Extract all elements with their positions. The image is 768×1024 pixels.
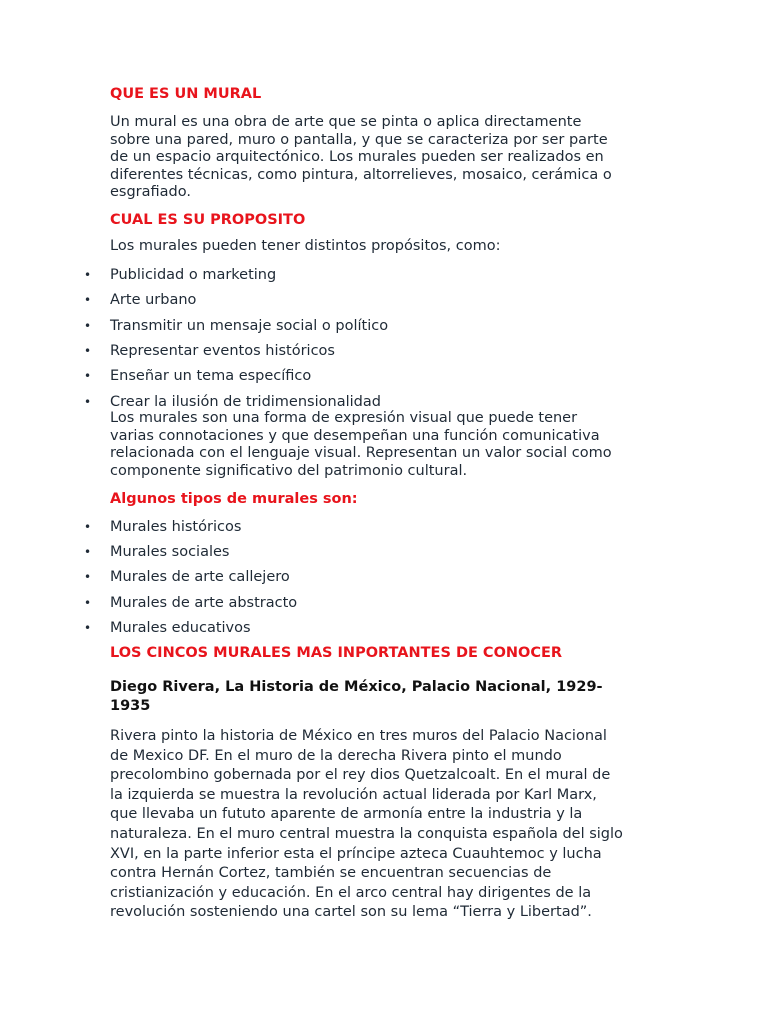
paragraph-que-es (110, 114, 670, 202)
bullet-icon: • (84, 520, 92, 534)
paragraph-line: Los murales pueden tener distintos propósitos, como: (110, 238, 501, 254)
heading-tipos-de-murales: Algunos tipos de murales son: (110, 491, 358, 507)
paragraph-line: precolombino gobernada por el rey dios Quetzalcoalt. En el mural de (110, 767, 611, 784)
paragraph-line: cristianización y educación. En el arco central hay dirigentes de la (110, 884, 592, 901)
bullet-icon: • (84, 621, 92, 635)
paragraph-line: esgrafiado. (110, 184, 191, 200)
list-item (0, 342, 700, 360)
bullet-icon: • (84, 596, 92, 610)
subheading-line: Diego Rivera, La Historia de México, Palacio Nacional, 1929- (110, 679, 603, 695)
list-item-text: Murales sociales (110, 544, 230, 560)
paragraph-line: Rivera pinto la historia de México en tres muros del Palacio Nacional (110, 728, 607, 744)
paragraph-line: la izquierda se muestra la revolución actual liderada por Karl Marx, (110, 786, 597, 803)
list-item (0, 367, 700, 385)
paragraph-line: revolución sosteniendo una cartel son su lema “Tierra y Libertad”. (110, 904, 592, 921)
list-item (0, 291, 700, 309)
paragraph-line: varias connotaciones y que desempeñan una función comunicativa (110, 427, 600, 444)
heading-que-es-un-mural: QUE ES UN MURAL (110, 86, 262, 102)
paragraph-proposito-after (110, 410, 670, 480)
paragraph-line: naturaleza. En el muro central muestra la conquista española del siglo (110, 825, 623, 842)
list-item-text: Murales históricos (110, 519, 242, 535)
paragraph-line: XVI, en la parte inferior esta el príncipe azteca Cuauhtemoc y lucha (110, 845, 602, 862)
paragraph-line: componente significativo del patrimonio cultural. (110, 462, 468, 479)
paragraph-line: que llevaba un fututo aparente de armonía entre la industria y la (110, 806, 583, 823)
list-item-text: Arte urbano (110, 292, 197, 308)
paragraph-line: Los murales son una forma de expresión visual que puede tener (110, 410, 578, 426)
bullet-icon: • (84, 570, 92, 584)
bullet-icon: • (84, 319, 92, 333)
list-item (0, 619, 700, 637)
list-item (0, 518, 700, 536)
bullet-icon: • (84, 395, 92, 409)
list-item (0, 393, 700, 411)
bullet-icon: • (84, 268, 92, 282)
list-item (0, 317, 700, 335)
list-item-text: Murales educativos (110, 620, 251, 636)
subheading-line: 1935 (110, 697, 151, 714)
paragraph-line: relacionada con el lenguaje visual. Representan un valor social como (110, 445, 612, 461)
list-item-text: Publicidad o marketing (110, 267, 277, 283)
bullet-icon: • (84, 545, 92, 559)
list-item-text: Murales de arte callejero (110, 569, 290, 585)
heading-cincos-murales: LOS CINCOS MURALES MAS INPORTANTES DE CONOCER (110, 645, 563, 661)
list-item (0, 266, 700, 284)
list-item-text: Crear la ilusión de tridimensionalidad (110, 394, 381, 410)
list-item-text: Transmitir un mensaje social o político (110, 318, 389, 334)
bullet-icon: • (84, 369, 92, 383)
list-item (0, 568, 700, 586)
paragraph-line: de un espacio arquitectónico. Los murales pueden ser realizados en (110, 149, 604, 165)
paragraph-rivera (110, 727, 670, 923)
heading-cual-es-su-proposito: CUAL ES SU PROPOSITO (110, 212, 306, 228)
subheading-diego-rivera (110, 678, 650, 715)
paragraph-proposito-intro (110, 238, 670, 256)
paragraph-line: Un mural es una obra de arte que se pinta o aplica directamente (110, 114, 582, 130)
list-item-text: Enseñar un tema específico (110, 368, 312, 384)
bullet-icon: • (84, 293, 92, 307)
paragraph-line: sobre una pared, muro o pantalla, y que se caracteriza por ser parte (110, 131, 608, 148)
paragraph-line: de Mexico DF. En el muro de la derecha Rivera pinto el mundo (110, 747, 562, 764)
list-item-text: Representar eventos históricos (110, 343, 335, 359)
list-item (0, 594, 700, 612)
bullet-icon: • (84, 344, 92, 358)
paragraph-line: diferentes técnicas, como pintura, altorrelieves, mosaico, cerámica o (110, 166, 612, 183)
paragraph-line: contra Hernán Cortez, también se encuentran secuencias de (110, 865, 552, 882)
list-item (0, 543, 700, 561)
list-item-text: Murales de arte abstracto (110, 595, 298, 611)
